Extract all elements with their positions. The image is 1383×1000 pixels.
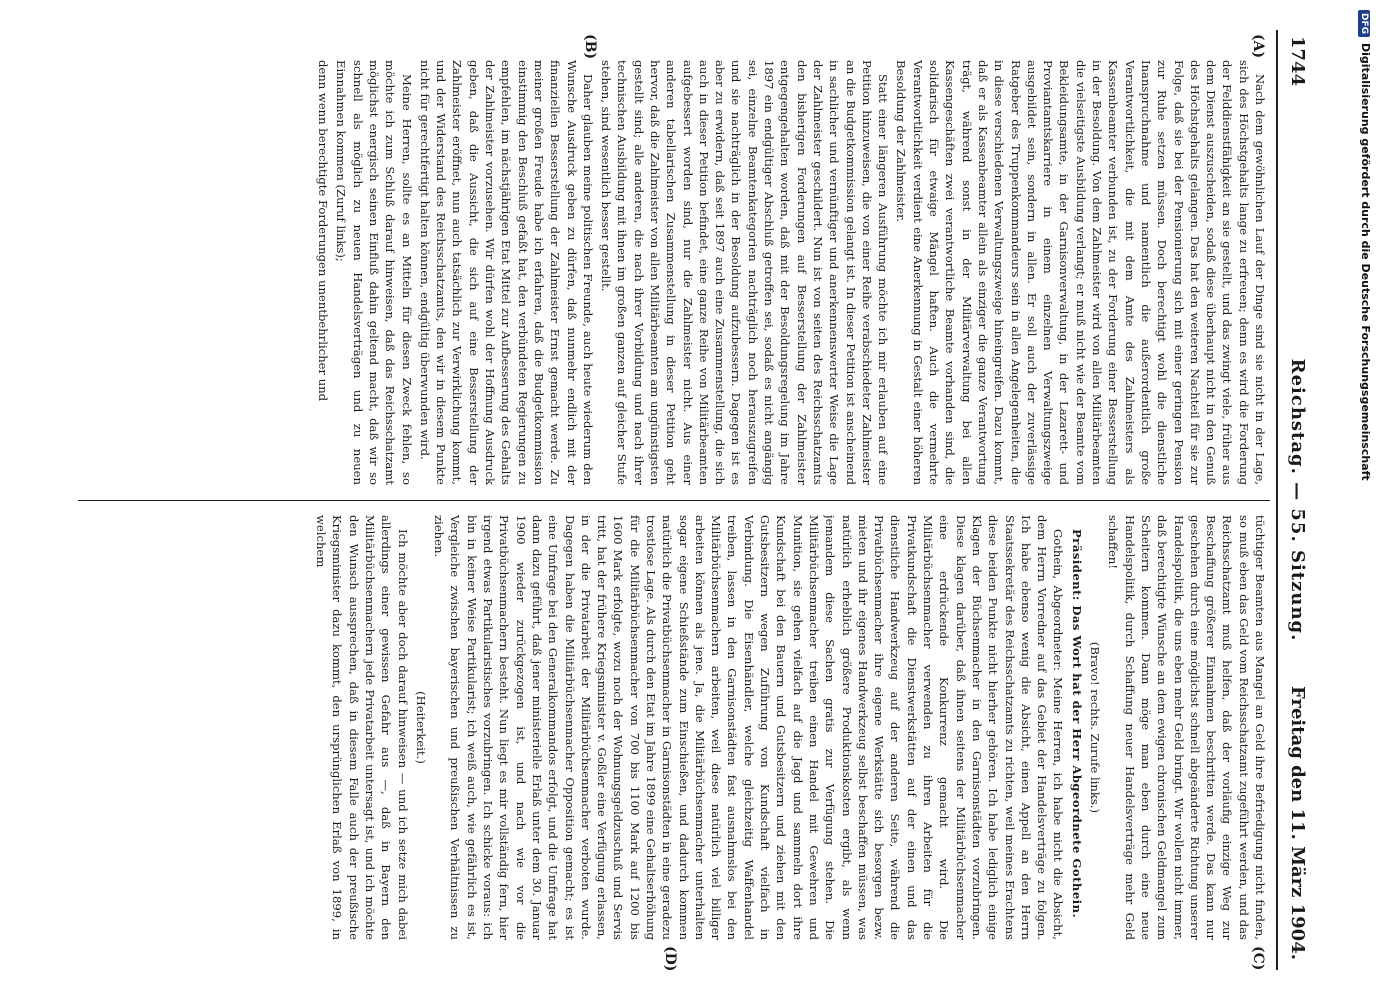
paragraph: tüchtiger Beamten aus Mangel an Geld ihre Befriedigung nicht finden, so muß eben das Geld vom Reichsschatzamt zugeführt werden, und das Reichsschatzamt muß helfen, daß der vorläufig einzige Weg zur Beschaffung größerer Einnahmen beschritten werde. Das kann nur geschehen durch eine möglichst schnell abgeänderte Richtung unserer Handelspolitik, die uns eben mehr Geld bringt. Wir wollen nicht immer, daß berechtigte Wünsche an dem ewigen chronischen Geldmangel zum Scheitern kommen. Dann möge man eben durch eine neue Handelspolitik, durch Schaffung neuer Handelsverträge mehr Geld schaffen! (1106, 515, 1267, 940)
page-number: 1744 (1287, 36, 1308, 87)
speaker-line: Präsident: Das Wort hat der Herr Abgeordnete Gothein. (1069, 529, 1084, 919)
margin-marker-c: (C) (1250, 946, 1266, 971)
margin-marker-a: (A) (1250, 34, 1266, 59)
interjection: (Heiterkeit.) (413, 691, 428, 764)
session-title: Reichstag. — 55. Sitzung. (1287, 358, 1308, 642)
margin-marker-d: (D) (662, 946, 678, 972)
paragraph: Statt einer längeren Ausführung möchte ich mir erlauben auf eine Petition hinzuweisen, die von einer Reihe verabschiedeter Zahlmeister an die Budgetkommission gelangt ist. In dieser Petition ist anscheinend in sachlicher und vernünftiger und anerkennenswerter Weise die Lage der Zahlmeister geschildert. Nun ist von seiten des Reichsschatzamts den bisherigen Forderungen auf Besserstellung der Zahlmeister entgegengehalten worden, daß mit der Besoldungsregelung im Jahre 1897 ein endgültiger Abschluß getroffen sei, sodaß es nicht angängig sei, einzelne Beamtenkategorien nachträglich noch herauszugreifen und sie nachträglich in der Besoldung aufzubessern. Dagegen ist es aber zu erwidern, daß seit 1897 auch eine Zusammenstellung, die sich auch in dieser Petition befindet, eine ganze Reihe von Militärbeamten aufgebessert worden sind, nur die Zahlmeister nicht. Aus einer anderen tabellarischen Zusammenstellung in dieser Petition geht hervor, daß die Zahlmeister von allen Militärbeamten am ungünstigsten gestellt sind; alle anderen, die nach ihrer Vorbildung und nach ihrer technischen Ausbildung mit ihnen im großen ganzen auf gleicher Stufe stehen, sind wesentlich besser gestellt. (599, 60, 891, 485)
interjection: (Bravo! rechts. Zurufe links.) (1088, 641, 1103, 814)
page-header (1276, 30, 1318, 970)
credit-text: Digitalisierung gefördert durch die Deutsche Forschungsgemeinschaft (1359, 43, 1372, 481)
session-date: Freitag den 11. März 1904. (1287, 686, 1308, 960)
paragraph: Meine Herren, sollte es an Mitteln für diesen Zweck fehlen, so möchte ich zum Schluß darauf hinweisen, daß das Reichsschatzamt möglichst energisch seinen Einfluß dahin geltend macht, daß wir so schnell als möglich zu neuen Handelsverträgen und zu neuen Einnahmen kommen (Zuruf links); (334, 60, 414, 485)
paragraph: Ich möchte aber doch darauf hinweisen — und ich setze mich dabei allerdings einer gewissen Gefahr aus —, daß in Bayern den Militärbüchsenmachern jede Privatarbeit untersagt ist, und ich möchte den Wunsch aussprechen, daß in diesem Falle auch der preußische Kriegsminister dazu kommt, den ursprünglichen Erlaß von 1899, in welchem (314, 515, 410, 940)
left-text-column (78, 60, 1268, 485)
paragraph: Daher glauben meine politischen Freunde, auch heute wiederum den Wunsche Ausdruck geben zu dürfen, daß nunmehr endlich mit der finanziellen Besserstellung der Zahlmeister Ernst gemacht werde. Zu meiner großen Freude habe ich erfahren, daß die Budgetkommission einstimmig den Beschluß gefaßt hat, den verbündeten Regierungen zu empfehlen, im nächstjährigen Etat Mittel zur Aufbesserung des Gehalts der Zahlmeister vorzusehen. Wir dürfen wohl der Hoffnung Ausdruck geben, daß die Aussicht, die sich auf eine Besserstellung der Zahlmeister eröffnet, nun auch tatsächlich zur Verwirklichung kommt, und der Widerstand des Reichsschatzamts, den wir in diesem Punkte nicht für gerechtfertigt halten können, endgültig überwunden wird. (417, 60, 595, 485)
right-text-column (78, 515, 1268, 940)
margin-marker-b: (B) (582, 34, 598, 60)
rotated-document-page (68, 30, 1318, 970)
paragraph: Nach dem gewöhnlichen Lauf der Dinge sind sie nicht in der Lage, sich des Höchstgehalts lange zu erfreuen; denn es wird die Forderung der Felddienstfähigkeit an sie gestellt, und das zwingt viele, früher aus dem Dienst auszuscheiden, sodaß diese überhaupt nicht in den Genuß des Höchstgehalts gelangen. Das hat den weiteren Nachteil für sie zur Folge, daß sie bei der Pensionierung sich mit einer geringen Pension zur Ruhe setzen müssen. Doch berechtigt wohl die dienstliche Inanspruchnahme und namentlich die außerordentlich große Verantwortlichkeit, die mit dem Amte des Zahlmeisters als Kassenbeamter verbunden ist, zu der Forderung einer Besserstellung in der Besoldung. Von dem Zahlmeister wird von allen Militärbeamten die vielseitigste Ausbildung verlangt; er muß nicht wie der Beamte vom Bekleidungsamte, in der Garnisonverwaltung, in der Lazarett- und Proviantamtskarriere in einem einzelnen Verwaltungszweige ausgebildet sein, sondern in allen. Er soll auch der zuverlässige Ratgeber des Truppenkommandeurs sein in allen Angelegenheiten, die in diese verschiedenen Verwaltungszweige hineingreifen. Dazu kommt, daß er als Kassenbeamter allein als einziger die ganze Verantwortung trägt, während sonst in der Militärverwaltung bei allen Kassengeschäften zwei verantwortliche Beamte vorhanden sind, die solidarisch für etwaige Mängel haften. Auch die vermehrte Verantwortlichkeit verdient eine Anerkennung in Gestalt einer höheren Besoldung der Zahlmeister. (894, 60, 1267, 485)
digitization-credit (1352, 10, 1372, 990)
paragraph: denn wenn berechtigte Forderungen unentbehrlicher und (316, 60, 331, 402)
dfg-logo: DFG (1358, 10, 1370, 37)
column-divider (78, 500, 1270, 501)
paragraph: Gothein, Abgeordneter: Meine Herren, ich habe nicht die Absicht, dem Herrn Vorredner auf das Gebiet der Handelsverträge zu folgen. Ich habe ebenso wenig die Absicht, einen Appell an den Herrn Staatssekretär des Reichsschatzamts zu richten, weil meines Erachtens diese beiden Punkte nicht hierher gehören. Ich habe lediglich einige Klagen der Büchsenmacher in den Garnisonstädten vorzubringen. Diese klagen darüber, daß ihnen seitens der Militärbüchsenmacher eine erdrückende Konkurrenz gemacht wird. Die Militärbüchsenmacher verwenden zu ihren Arbeiten für die Privatkundschaft die Dienstwerkstätten auf der einen und das dienstliche Handwerkzeug auf der anderen Seite, während die Privatbüchsenmacher ihre eigene Werkstätte sich besorgen bezw. mieten und ihr eigenes Handwerkzeug selbst beschaffen müssen, was natürlich erheblich größere Produktionskosten ergibt, als wenn jemandem diese Sachen gratis zur Verfügung stehen. Die Militärbüchsenmacher treiben einen Handel mit Gewehren und Munition, sie gehen vielfach auf die Jagd und sammeln dort ihre Kundschaft bei den Bauern und Gutsbesitzern und ziehen mit den Gutsbesitzern wegen Zuführung von Kundschaft vielfach in Verbindung. Die Eisenhändler, welche gleichzeitig Waffenhandel treiben, lassen in den Garnisonstädten fast ausnahmslos bei den Militärbüchsenmachern arbeiten, weil diese natürlich viel billiger arbeiten können als jene. Ja, die Militärbüchsenmacher unterhalten sogar eigene Schießstände zum Einschießen, und dadurch kommen natürlich die Privatbüchsenmacher in Garnisonstädten in eine geradezu trostlose Lage. Als durch den Etat im Jahre 1899 eine Gehaltserhöhung für die Militärbüchsenmacher von 700 bis 1100 Mark auf 1200 bis 1600 Mark erfolgte, wozu noch der Wohnungsgeldzuschuß und Servis tritt, hat der frühere Kriegsminister v. Goßler eine Verfügung erlassen, in der die Privatarbeit der Militärbüchsenmacher verboten wurde. Dagegen haben die Militärbüchsenmacher Opposition gemacht; es ist eine Umfrage bei den Generalkommandos erfolgt, und die Umfrage hat dann dazu geführt, daß jener ministerielle Erlaß unter dem 30. Januar 1900 wieder zurückgezogen ist, und nach wie vor die Privatbüchsenmachern besteht. Nun liegt es mir vollständig fern, hier irgend etwas Partikularistisches vorzubringen. Ich schicke voraus: ich bin in keiner Weise Partikularist; ich weiß auch, wie gefährlich es ist, Vergleiche zwischen bayerischen und preußischen Verhältnissen zu ziehen. (432, 515, 1066, 940)
